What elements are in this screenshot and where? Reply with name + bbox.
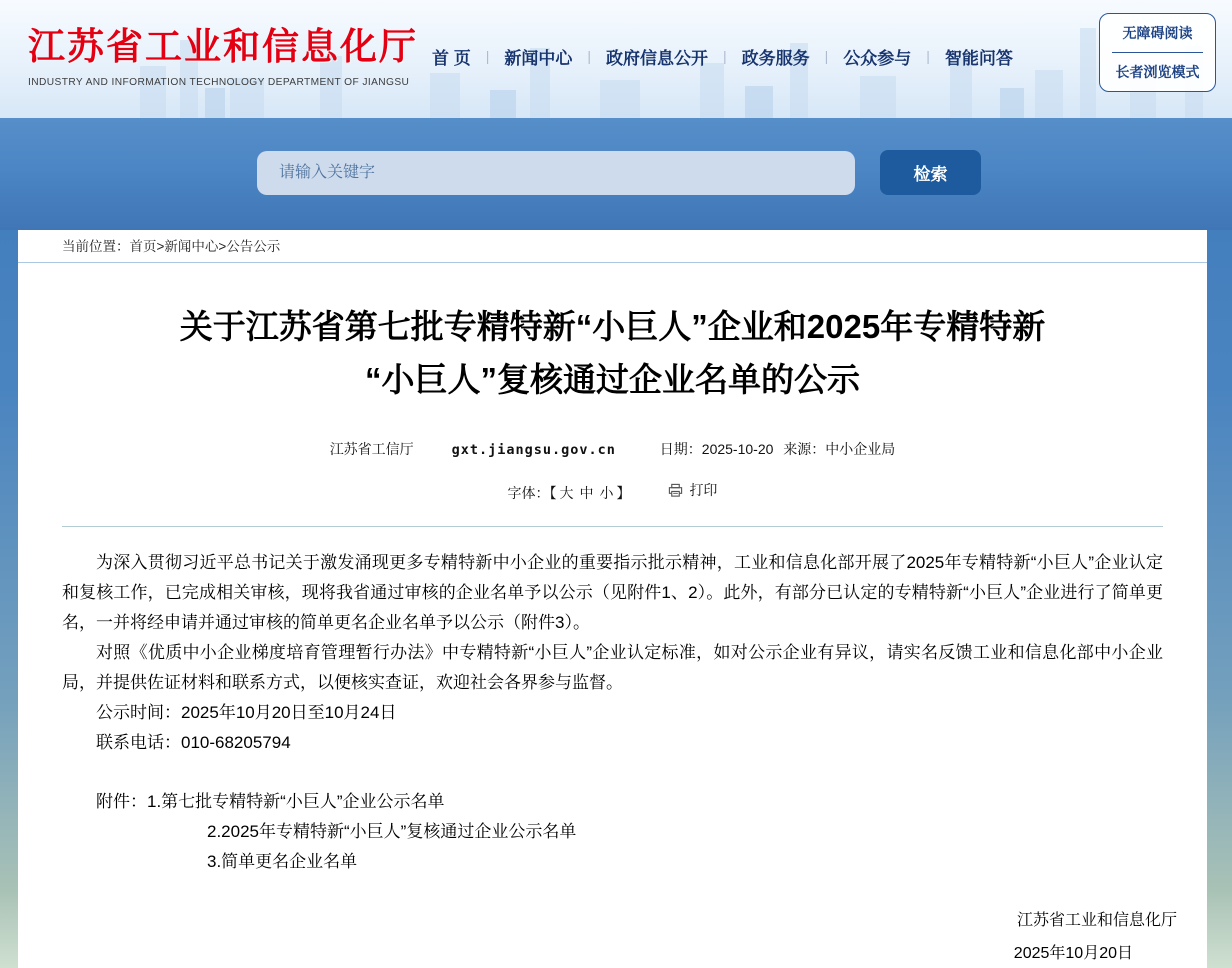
article-source: 江苏省工信厅 <box>329 441 414 457</box>
article-paragraph: 为深入贯彻习近平总书记关于激发涌现更多专精特新中小企业的重要指示批示精神，工业和信息化部开展了2025年专精特新“小巨人”企业认定和复核工作，已完成相关审核，现将我省通过审核的企业名单予以公示（见附件1、2）。此外，有部分已认定的专精特新“小巨人”企业进行了简单更名，一并将经申请并通过审核的简单更名企业名单予以公示（附件3）。 <box>62 552 1163 632</box>
printer-icon <box>668 483 683 498</box>
search-input[interactable] <box>257 151 855 195</box>
attachment-link-1[interactable]: 1.第七批专精特新“小巨人”企业公示名单 <box>147 791 445 811</box>
accessibility-reading-button[interactable]: 无障碍阅读 <box>1122 25 1193 41</box>
publish-time: 公示时间：2025年10月20日至10月24日 <box>96 702 397 722</box>
nav-separator: | <box>587 48 592 64</box>
site-logo-subtitle: INDUSTRY AND INFORMATION TECHNOLOGY DEPARTMENT OF JIANGSU <box>28 77 410 88</box>
contact-phone: 联系电话：010-68205794 <box>96 732 291 752</box>
nav-item-smart-qa[interactable]: 智能问答 <box>944 48 1013 68</box>
main-nav <box>432 0 1013 112</box>
article-body <box>18 527 1207 758</box>
attachment-line <box>62 787 1163 817</box>
font-size-label-close: 】 <box>616 484 631 501</box>
attachment-link-3[interactable]: 3.简单更名企业名单 <box>207 851 358 871</box>
signature-block <box>18 904 1207 968</box>
page-title-line1: 关于江苏省第七批专精特新“小巨人”企业和2025年专精特新 <box>179 308 1046 345</box>
accessibility-box <box>1099 13 1216 92</box>
article-date: 日期：2025-10-20 <box>659 441 774 457</box>
attachment-line <box>62 847 1163 877</box>
site-logo-title: 江苏省工业和信息化厅 <box>28 26 418 67</box>
print-label: 打印 <box>689 482 718 498</box>
attachment-line <box>62 817 1163 847</box>
article-tools <box>18 480 1207 503</box>
search-band <box>0 118 1232 230</box>
nav-item-news[interactable]: 新闻中心 <box>504 48 573 68</box>
nav-item-home[interactable]: 首 页 <box>432 48 471 68</box>
nav-item-gov-info[interactable]: 政府信息公开 <box>606 48 709 68</box>
nav-separator: | <box>723 48 727 64</box>
site-header <box>0 0 1232 118</box>
nav-item-participation[interactable]: 公众参与 <box>843 48 912 68</box>
breadcrumb-label: 当前位置： <box>62 239 130 254</box>
content-panel <box>18 230 1207 968</box>
nav-item-services[interactable]: 政务服务 <box>741 48 810 68</box>
font-size-label: 字体：【 <box>507 484 557 501</box>
font-size-large-button[interactable]: 大 <box>559 484 574 501</box>
page-title-line2: “小巨人”复核通过企业名单的公示 <box>365 361 860 398</box>
signature-date: 2025年10月20日 <box>1013 944 1133 962</box>
nav-separator: | <box>485 48 490 64</box>
article-meta <box>18 439 1207 459</box>
font-size-medium-button[interactable]: 中 <box>579 484 594 501</box>
print-button[interactable] <box>668 480 717 500</box>
article-paragraph: 对照《优质中小企业梯度培育管理暂行办法》中专精特新“小巨人”企业认定标准，如对公示企业有异议，请实名反馈工业和信息化部中小企业局，并提供佐证材料和联系方式，以便核实查证，欢迎社会各界参与监督。 <box>62 642 1163 692</box>
attachment-link-2[interactable]: 2.2025年专精特新“小巨人”复核通过企业公示名单 <box>207 821 577 841</box>
article-origin: 来源：中小企业局 <box>783 441 896 457</box>
font-size-small-button[interactable]: 小 <box>599 484 614 501</box>
breadcrumb-path[interactable]: 首页>新闻中心>公告公示 <box>129 239 281 254</box>
site-logo[interactable] <box>28 16 418 88</box>
attachments-section <box>18 787 1207 877</box>
attachments-label: 附件： <box>96 791 147 811</box>
signature-department: 江苏省工业和信息化厅 <box>1016 911 1177 929</box>
elder-mode-button[interactable]: 长者浏览模式 <box>1115 64 1200 80</box>
font-size-control <box>508 485 631 501</box>
nav-separator: | <box>824 48 829 64</box>
search-button[interactable]: 检索 <box>880 150 981 195</box>
page-title <box>68 300 1157 406</box>
nav-separator: | <box>926 48 930 64</box>
breadcrumb <box>18 230 1207 263</box>
article-site: gxt.jiangsu.gov.cn <box>451 442 616 458</box>
